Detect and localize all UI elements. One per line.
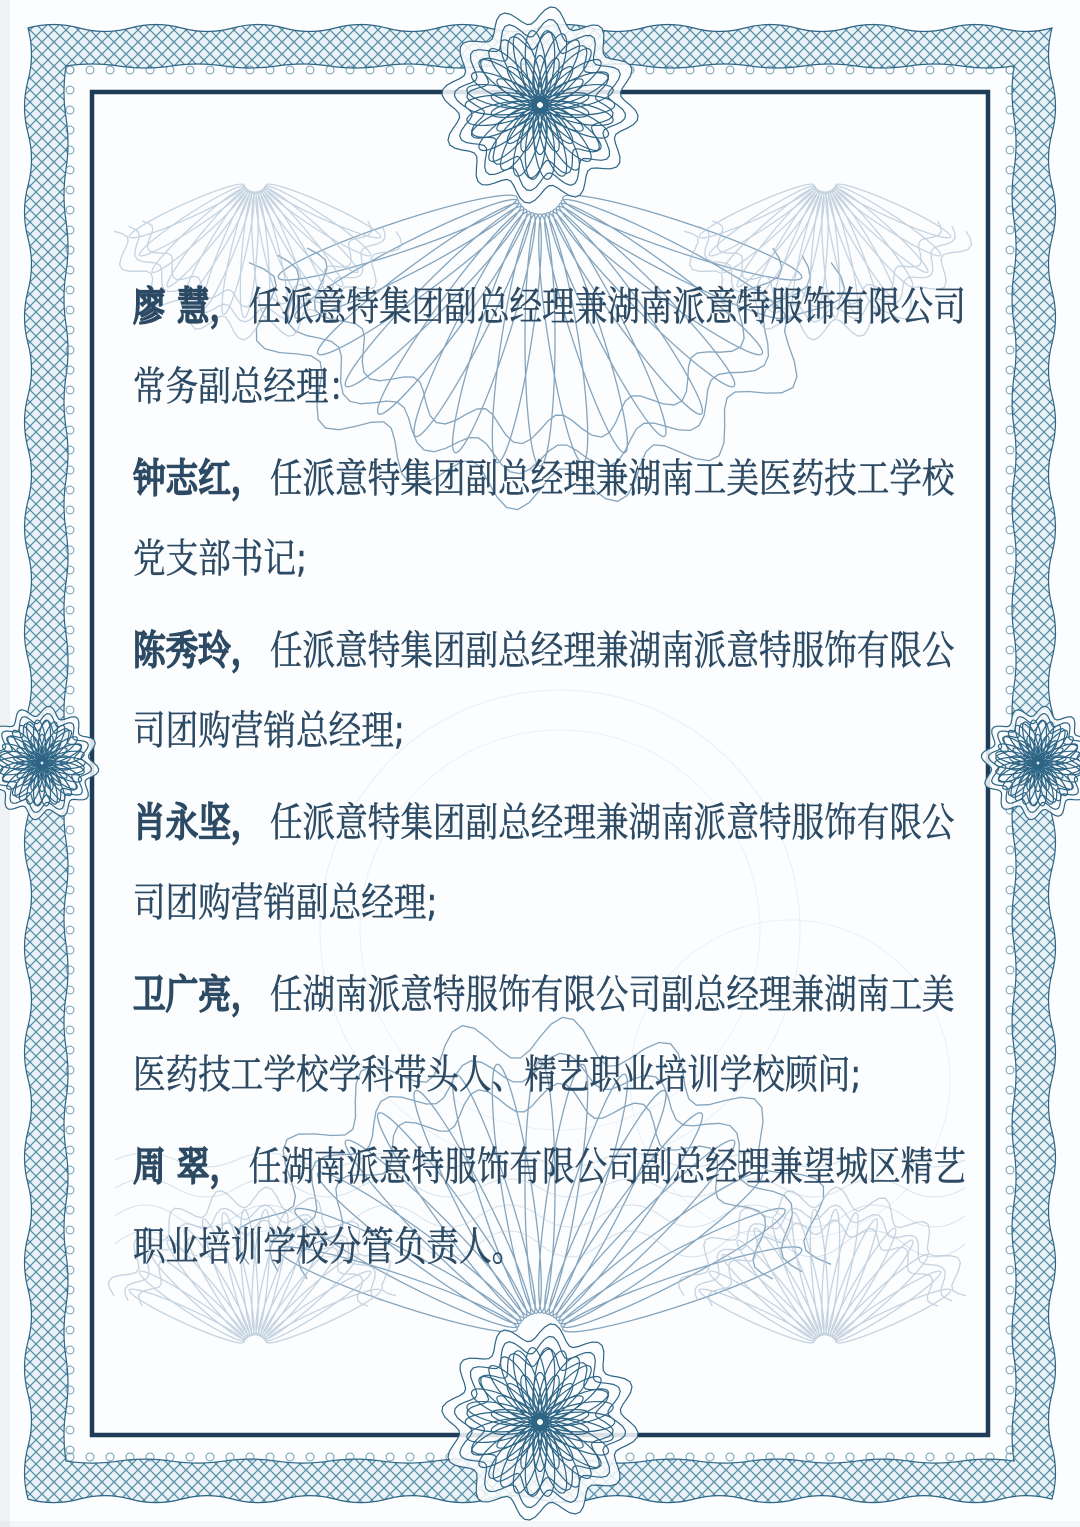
appointment-title: 任派意特集团副总经理兼湖南派意特服饰有限公 xyxy=(269,800,955,846)
appointment-title: 任派意特集团副总经理兼湖南派意特服饰有限公司 xyxy=(248,284,966,330)
person-name: 周 翠， xyxy=(133,1144,243,1190)
person-name: 卫广亮， xyxy=(133,972,264,1018)
person-name: 陈秀玲， xyxy=(133,628,264,674)
text-line xyxy=(133,955,972,1035)
text-line: 司团购营销副总经理; xyxy=(133,880,438,926)
appointment-text xyxy=(133,267,972,1299)
text-line xyxy=(133,783,972,863)
appointment-paragraph xyxy=(133,1127,972,1287)
text-line xyxy=(133,1127,972,1207)
person-name: 廖 慧， xyxy=(133,284,243,330)
text-line: 医药技工学校学科带头人、精艺职业培训学校顾问; xyxy=(133,1052,862,1098)
text-line xyxy=(133,611,972,691)
text-line xyxy=(133,267,972,347)
appointment-paragraph xyxy=(133,439,972,599)
text-line: 党支部书记; xyxy=(133,536,307,582)
text-line: 常务副总经理： xyxy=(133,364,362,410)
appointment-paragraph xyxy=(133,267,972,427)
text-line: 司团购营销总经理; xyxy=(133,708,405,754)
appointment-title: 任湖南派意特服饰有限公司副总经理兼望城区精艺 xyxy=(248,1144,966,1190)
person-name: 钟志红， xyxy=(133,456,264,502)
appointment-paragraph xyxy=(133,783,972,943)
appointment-paragraph xyxy=(133,611,972,771)
appointment-paragraph xyxy=(133,955,972,1115)
appointment-title: 任派意特集团副总经理兼湖南工美医药技工学校 xyxy=(269,456,955,502)
appointment-title: 任湖南派意特服饰有限公司副总经理兼湖南工美 xyxy=(269,972,955,1018)
text-line: 职业培训学校分管负责人。 xyxy=(133,1224,525,1270)
person-name: 肖永坚， xyxy=(133,800,264,846)
appointment-title: 任派意特集团副总经理兼湖南派意特服饰有限公 xyxy=(269,628,955,674)
text-line xyxy=(133,439,972,519)
